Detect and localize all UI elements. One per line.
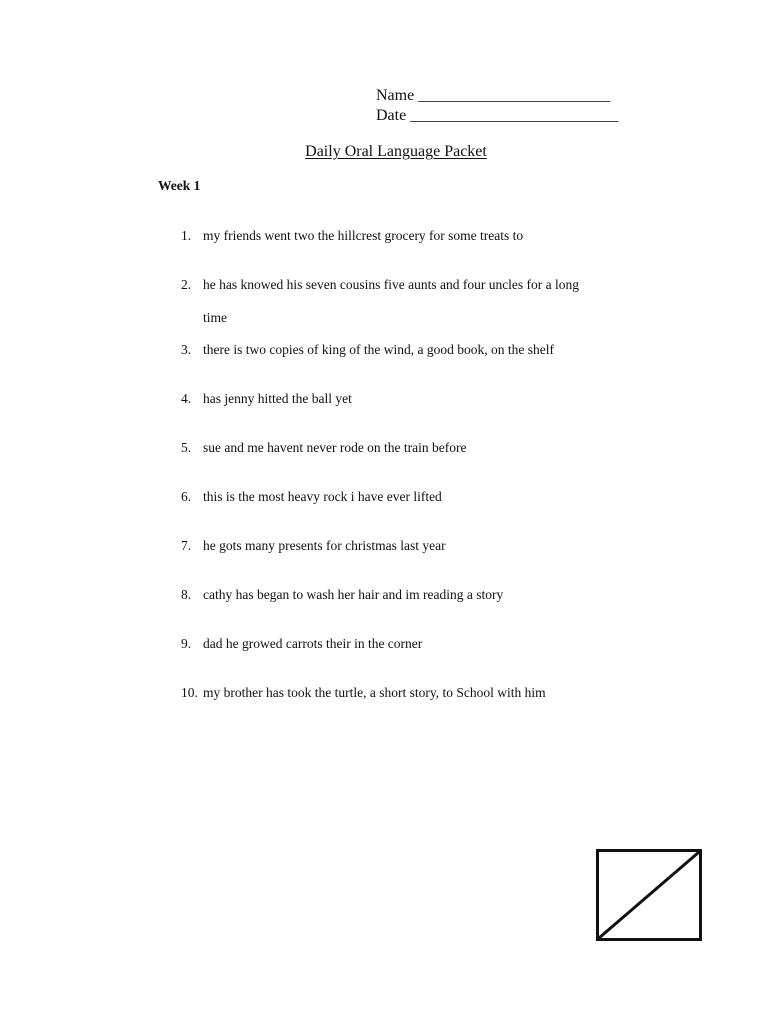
list-item	[181, 219, 641, 252]
list-item	[181, 578, 641, 611]
item-number: 10.	[181, 685, 198, 700]
item-number: 5.	[181, 440, 192, 455]
item-number: 3.	[181, 342, 192, 357]
item-number: 1.	[181, 228, 192, 243]
name-date-block	[376, 86, 618, 126]
item-text-continuation: time	[203, 310, 227, 325]
item-number: 8.	[181, 587, 192, 602]
list-item	[181, 431, 641, 464]
list-item	[181, 627, 641, 660]
page-title: Daily Oral Language Packet	[305, 143, 487, 160]
item-text: my friends went two the hillcrest grocery for some treats to	[203, 228, 524, 243]
item-text: sue and me havent never rode on the train before	[203, 440, 467, 455]
list-item	[181, 480, 641, 513]
week-heading: Week 1	[158, 178, 201, 193]
item-text: he gots many presents for christmas last year	[203, 538, 446, 553]
item-number: 4.	[181, 391, 192, 406]
item-number: 6.	[181, 489, 192, 504]
item-number: 7.	[181, 538, 192, 553]
item-text: he has knowed his seven cousins five aunts and four uncles for a long	[203, 277, 580, 292]
item-number: 9.	[181, 636, 192, 651]
item-text: dad he growed carrots their in the corner	[203, 636, 423, 651]
name-line: Name ________________________	[376, 87, 611, 104]
item-text: has jenny hitted the ball yet	[203, 391, 352, 406]
item-text: there is two copies of king of the wind, a good book, on the shelf	[203, 342, 554, 357]
item-number: 2.	[181, 277, 192, 292]
list-item	[181, 529, 641, 562]
item-text: cathy has began to wash her hair and im reading a story	[203, 587, 504, 602]
diagonal-line-icon	[599, 852, 699, 938]
date-line: Date __________________________	[376, 107, 619, 124]
list-item	[181, 676, 641, 709]
list-item	[181, 268, 641, 334]
list-item	[181, 382, 641, 415]
item-text: this is the most heavy rock i have ever lifted	[203, 489, 442, 504]
diagonal-box-icon	[596, 849, 702, 941]
item-text: my brother has took the turtle, a short story, to School with him	[203, 685, 546, 700]
list-item	[181, 333, 641, 366]
